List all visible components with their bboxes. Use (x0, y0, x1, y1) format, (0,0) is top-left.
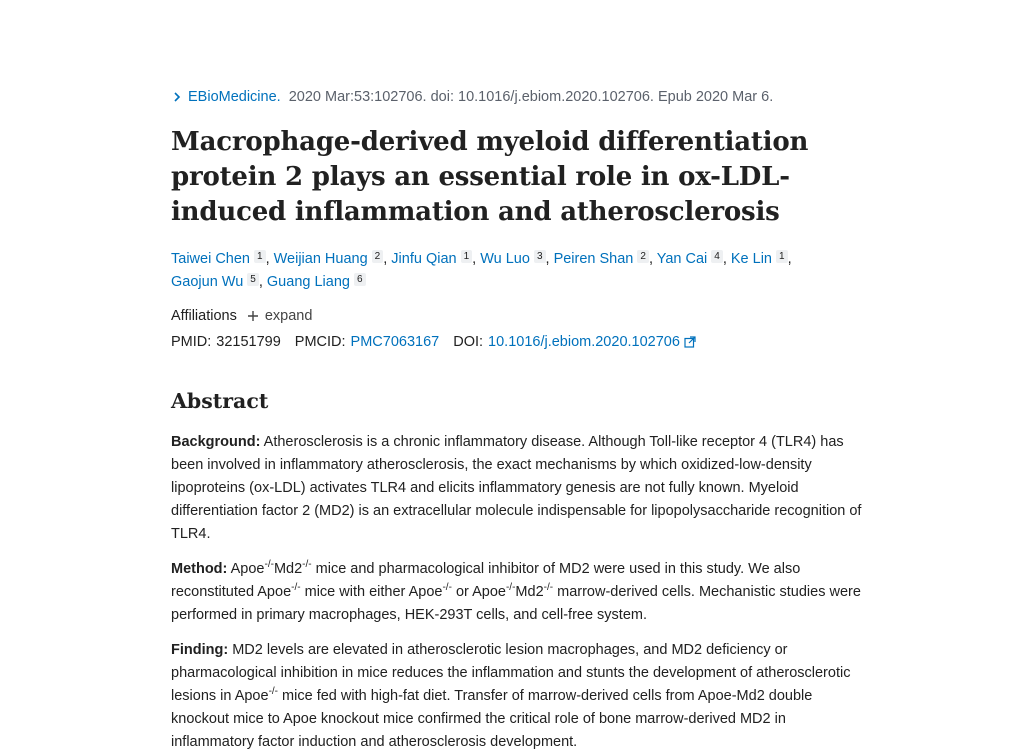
author-item (267, 274, 366, 290)
authors-list: Taiwei Chen 1 , Weijian Huang 2 , Jinfu Qian 1 , Wu Luo 3 , Peiren Shan 2 , Yan Cai 4 , Ke Lin 1 , Gaojun Wu 5 , Guang Liang 6 (171, 251, 792, 290)
external-link-icon[interactable] (684, 336, 696, 348)
identifiers-row (171, 332, 871, 352)
affiliation-badge[interactable]: 1 (461, 250, 473, 263)
affiliation-badge[interactable]: 1 (776, 250, 788, 263)
article-content (171, 86, 871, 754)
author-item (731, 251, 788, 267)
affiliation-badge[interactable]: 2 (637, 250, 649, 263)
pmcid-label: PMCID: (294, 334, 346, 350)
author-name-link[interactable]: Taiwei Chen (171, 251, 250, 267)
abstract-finding: Finding: MD2 levels are elevated in atherosclerotic lesion macrophages, and MD2 deficiency or pharmacological inhibition in mice reduces the inflammation and stunts the development of atherosclerotic lesions in Apoe-/- mice fed with high-fat diet. Transfer of marrow-derived cells from Apoe-Md2 double knockout mice to Apoe knockout mice confirmed the critical role of bone marrow-derived MD2 in inflammatory factor induction and atherosclerosis development. (171, 642, 851, 750)
doi-label: DOI: (453, 334, 484, 350)
background-label: Background: (171, 434, 261, 450)
author-item (171, 251, 266, 267)
pmid-value: 32151799 (216, 334, 281, 350)
pmcid-link[interactable]: PMC7063167 (350, 334, 440, 350)
author-item (391, 251, 472, 267)
author-name-link[interactable]: Weijian Huang (273, 251, 368, 267)
affiliation-badge[interactable]: 1 (254, 250, 266, 263)
author-name-link[interactable]: Peiren Shan (553, 251, 634, 267)
author-item (274, 251, 384, 267)
journal-link[interactable]: EBioMedicine. (188, 89, 281, 105)
affiliations-label: Affiliations (171, 308, 237, 324)
author-name-link[interactable]: Guang Liang (266, 274, 350, 290)
affiliation-badge[interactable]: 6 (354, 273, 366, 286)
author-name-link[interactable]: Ke Lin (730, 251, 772, 267)
author-name-link[interactable]: Gaojun Wu (171, 274, 244, 290)
affiliations-row (171, 306, 871, 326)
background-text: Atherosclerosis is a chronic inflammatory disease. Although Toll-like receptor 4 (TLR4) has been involved in inflammatory atherosclerosis, the exact mechanisms by which oxidized-low-density lipoproteins (ox-LDL) activates TLR4 and elicits inflammatory genesis are not fully known. Myeloid differentiation factor 2 (MD2) is an extracellular molecule indispensable for lipopolysaccharide recognition of TLR4. (171, 434, 862, 542)
doi-link[interactable]: 10.1016/j.ebiom.2020.102706 (488, 334, 680, 350)
affiliation-badge[interactable]: 3 (534, 250, 546, 263)
chevron-right-icon[interactable] (171, 91, 183, 103)
author-item (480, 251, 545, 267)
plus-icon (247, 310, 259, 322)
author-name-link[interactable]: Jinfu Qian (391, 251, 457, 267)
affiliations-expand-button[interactable] (247, 306, 313, 326)
abstract-heading: Abstract (171, 389, 269, 413)
method-label: Method: (171, 561, 228, 577)
author-item (171, 274, 259, 290)
affiliation-badge[interactable]: 2 (372, 250, 384, 263)
affiliation-badge[interactable]: 5 (247, 273, 259, 286)
pmid-label: PMID: (171, 334, 212, 350)
author-item (657, 251, 723, 267)
abstract-method: Method: Apoe-/-Md2-/- mice and pharmacological inhibitor of MD2 were used in this study. We also reconstituted Apoe-/- mice with either Apoe-/- or Apoe-/-Md2-/- marrow-derived cells. Mechanistic studies were performed in primary macrophages, HEK-293T cells, and cell-free system. (171, 559, 861, 623)
citation-line (171, 86, 871, 108)
finding-label: Finding: (171, 642, 229, 658)
abstract-background (171, 431, 871, 546)
author-name-link[interactable]: Yan Cai (656, 251, 708, 267)
author-name-link[interactable]: Wu Luo (480, 251, 530, 267)
citation-details: 2020 Mar:53:102706. doi: 10.1016/j.ebiom.2020.102706. Epub 2020 Mar 6. (288, 89, 774, 105)
expand-label: expand (264, 308, 313, 324)
author-item (554, 251, 649, 267)
affiliation-badge[interactable]: 4 (711, 250, 723, 263)
article-title: Macrophage-derived myeloid differentiation protein 2 plays an essential role in ox-LDL-induced inflammation and atherosclerosis (171, 127, 809, 227)
